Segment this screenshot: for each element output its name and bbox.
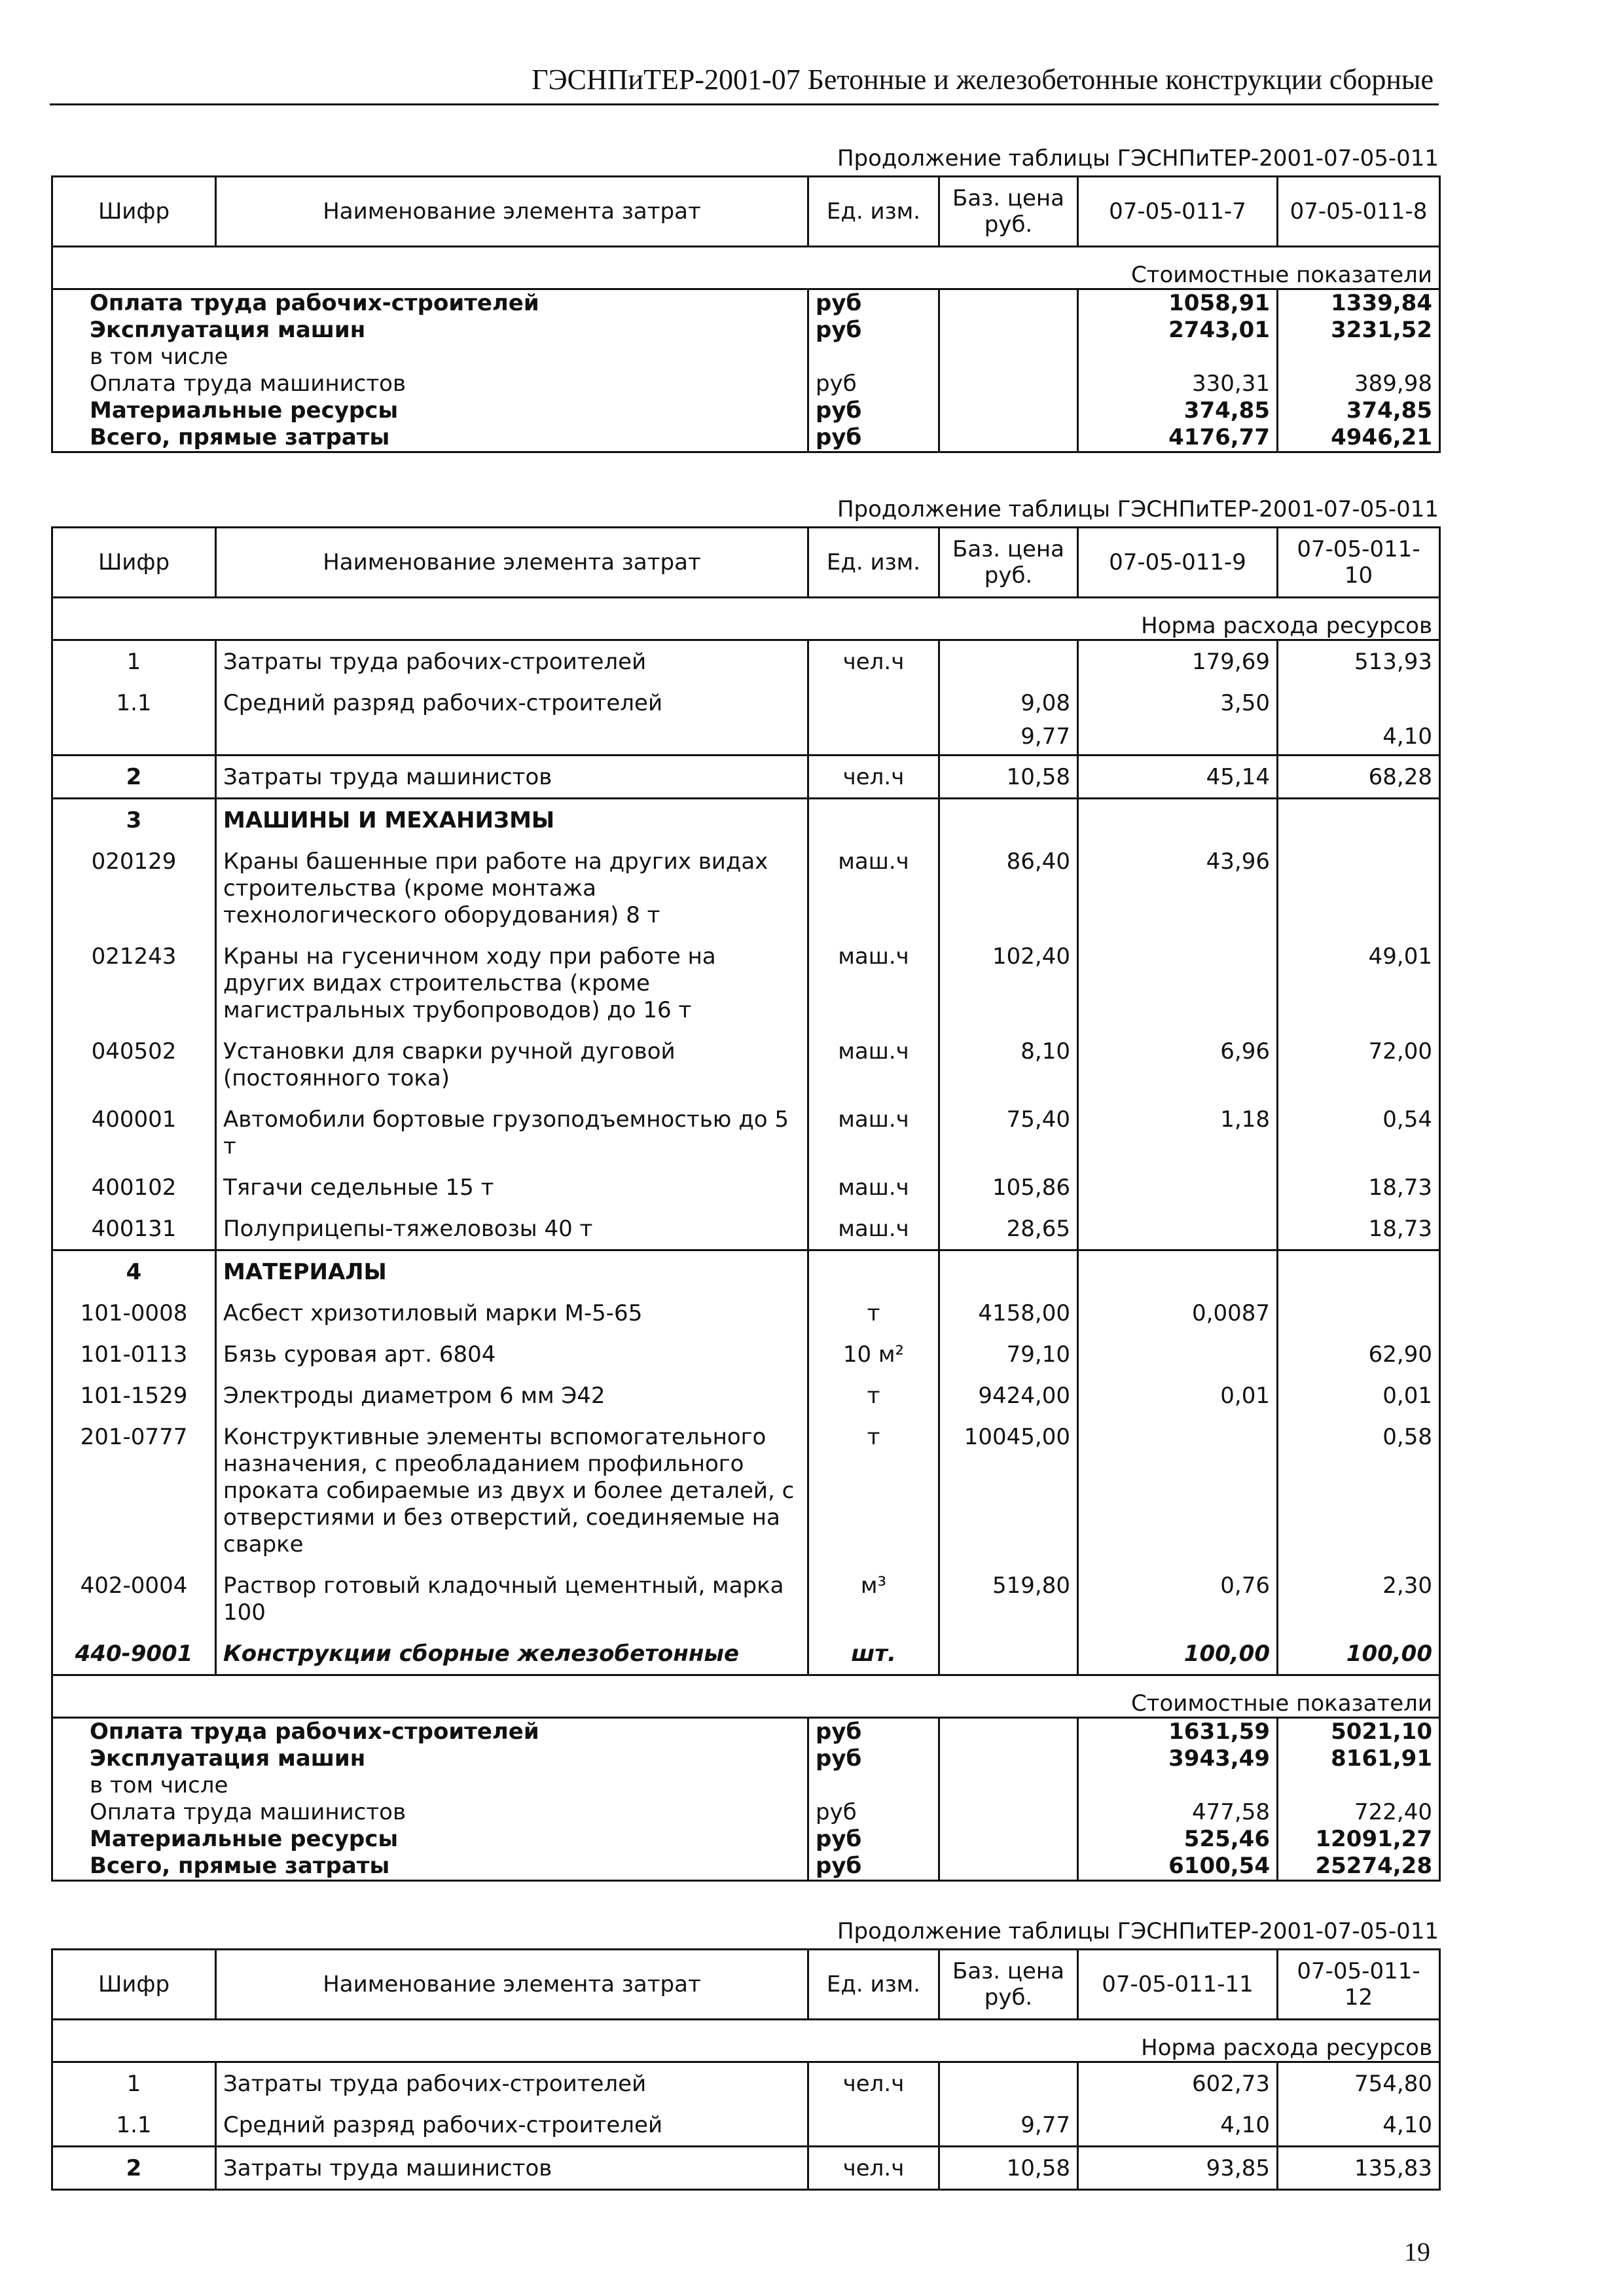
row-name: Конструкции сборные железобетонные [216, 1633, 808, 1675]
summary-row [52, 1772, 1440, 1799]
table-row [52, 1416, 1440, 1565]
summary-value-a: 1631,59 [1078, 1718, 1278, 1746]
col-header-code: Шифр [52, 528, 216, 598]
row-price: 10045,00 [939, 1416, 1078, 1565]
row-price: 75,40 [939, 1099, 1078, 1167]
table-header-row [52, 177, 1440, 247]
table-row [52, 2104, 1440, 2147]
row-name: Затраты труда рабочих-строителей [216, 2062, 808, 2105]
row-value-a: 100,00 [1078, 1633, 1278, 1675]
table-row [52, 1334, 1440, 1375]
summary-name: Оплата труда машинистов [52, 1799, 808, 1826]
summary-value-b: 8161,91 [1278, 1745, 1440, 1772]
table1-continuation-caption: Продолжение таблицы ГЭСНПиТЕР-2001-07-05-011 [837, 145, 1439, 172]
summary-row [52, 344, 1440, 371]
row-name: Асбест хризотиловый марки М-5-65 [216, 1292, 808, 1334]
section-title-resource-norms: Норма расхода ресурсов [52, 598, 1440, 640]
section-row [52, 247, 1440, 289]
summary-row-total [52, 1853, 1440, 1881]
table-row [52, 2147, 1440, 2190]
row-value-b: 49,01 [1278, 936, 1440, 1030]
row-name: Средний разряд рабочих-строителей [216, 2104, 808, 2147]
row-value-a: 43,96 [1078, 841, 1278, 936]
summary-row [52, 317, 1440, 344]
row-code: 1 [52, 2062, 216, 2105]
row-code: 2 [52, 756, 216, 799]
row-code: 101-0008 [52, 1292, 216, 1334]
row-unit: 10 м² [808, 1334, 939, 1375]
col-header-variant-b: 07-05-011-8 [1278, 177, 1440, 247]
table-row [52, 1099, 1440, 1167]
row-code: 400102 [52, 1167, 216, 1208]
summary-value-a: 1058,91 [1078, 289, 1278, 318]
summary-name: в том числе [52, 344, 808, 371]
row-code: 1.1 [52, 682, 216, 723]
section-row [52, 2020, 1440, 2062]
row-value-a: 179,69 [1078, 640, 1278, 683]
row-code: 021243 [52, 936, 216, 1030]
summary-name: Эксплуатация машин [52, 1745, 808, 1772]
table-row [52, 682, 1440, 723]
cost-table-3 [51, 1948, 1441, 2191]
row-value-b [1278, 682, 1440, 723]
row-name: Конструктивные элементы вспомогательного назначения, с преобладанием профильного проката собираемые из двух и более деталей, с отверстиями и без отверстий, соединяемые на сварке [216, 1416, 808, 1565]
row-unit [808, 2104, 939, 2147]
summary-value-a: 6100,54 [1078, 1853, 1278, 1881]
row-price: 10,58 [939, 2147, 1078, 2190]
row-price: 28,65 [939, 1208, 1078, 1250]
summary-row [52, 289, 1440, 318]
table-row [52, 936, 1440, 1030]
summary-name: Всего, прямые затраты [52, 424, 808, 452]
summary-value-b: 374,85 [1278, 397, 1440, 424]
col-header-price: Баз. цена руб. [939, 1950, 1078, 2020]
row-value-b: 100,00 [1278, 1633, 1440, 1675]
summary-value-a: 4176,77 [1078, 424, 1278, 452]
row-value-b: 72,00 [1278, 1030, 1440, 1099]
summary-name: в том числе [52, 1772, 808, 1799]
row-code: 440-9001 [52, 1633, 216, 1675]
summary-name: Эксплуатация машин [52, 317, 808, 344]
table2-continuation-caption: Продолжение таблицы ГЭСНПиТЕР-2001-07-05-011 [837, 496, 1439, 522]
summary-row-total [52, 424, 1440, 452]
row-unit: маш.ч [808, 1208, 939, 1250]
row-price: 4158,00 [939, 1292, 1078, 1334]
table-row [52, 723, 1440, 756]
row-name: Краны на гусеничном ходу при работе на других видах строительства (кроме магистральных трубопроводов) до 16 т [216, 936, 808, 1030]
summary-unit: руб [808, 1745, 939, 1772]
summary-value-a: 525,46 [1078, 1826, 1278, 1853]
row-value-a [1078, 1416, 1278, 1565]
row-unit: маш.ч [808, 1030, 939, 1099]
summary-unit: руб [808, 317, 939, 344]
summary-value-b: 3231,52 [1278, 317, 1440, 344]
table-row [52, 841, 1440, 936]
row-code: 040502 [52, 1030, 216, 1099]
row-code: 201-0777 [52, 1416, 216, 1565]
row-unit: маш.ч [808, 1167, 939, 1208]
col-header-code: Шифр [52, 1950, 216, 2020]
summary-name: Материальные ресурсы [52, 1826, 808, 1853]
row-name: Автомобили бортовые грузоподъемностью до 5 т [216, 1099, 808, 1167]
summary-value-b: 12091,27 [1278, 1826, 1440, 1853]
row-value-a: 1,18 [1078, 1099, 1278, 1167]
row-unit: т [808, 1375, 939, 1416]
row-unit [808, 682, 939, 723]
row-value-b: 135,83 [1278, 2147, 1440, 2190]
row-unit: чел.ч [808, 2062, 939, 2105]
row-name: Раствор готовый кладочный цементный, марка 100 [216, 1565, 808, 1633]
row-price: 102,40 [939, 936, 1078, 1030]
row-value-b: 513,93 [1278, 640, 1440, 683]
row-name: Краны башенные при работе на других видах строительства (кроме монтажа технологического оборудования) 8 т [216, 841, 808, 936]
table-row [52, 2062, 1440, 2105]
row-value-a: 93,85 [1078, 2147, 1278, 2190]
summary-row [52, 397, 1440, 424]
table-row [52, 640, 1440, 683]
summary-name: Оплата труда рабочих-строителей [52, 1718, 808, 1746]
row-code: 3 [52, 799, 216, 841]
row-code: 1.1 [52, 2104, 216, 2147]
row-value-b: 18,73 [1278, 1208, 1440, 1250]
summary-value-b: 25274,28 [1278, 1853, 1440, 1881]
row-code: 1 [52, 640, 216, 683]
summary-row [52, 371, 1440, 397]
row-value-b: 4,10 [1278, 723, 1440, 756]
row-price: 9424,00 [939, 1375, 1078, 1416]
row-value-b: 4,10 [1278, 2104, 1440, 2147]
col-header-name: Наименование элемента затрат [216, 528, 808, 598]
row-value-a [1078, 1167, 1278, 1208]
summary-unit: руб [808, 424, 939, 452]
table-row [52, 1565, 1440, 1633]
summary-row [52, 1799, 1440, 1826]
summary-unit: руб [808, 1853, 939, 1881]
row-unit: маш.ч [808, 1099, 939, 1167]
table-row [52, 1167, 1440, 1208]
summary-value-a: 330,31 [1078, 371, 1278, 397]
row-name: Электроды диаметром 6 мм Э42 [216, 1375, 808, 1416]
section-row [52, 598, 1440, 640]
row-value-b: 0,01 [1278, 1375, 1440, 1416]
section-row [52, 1675, 1440, 1718]
summary-value-b: 389,98 [1278, 371, 1440, 397]
summary-name: Оплата труда рабочих-строителей [52, 289, 808, 318]
col-header-variant-b: 07-05-011-12 [1278, 1950, 1440, 2020]
row-price [939, 640, 1078, 683]
row-value-a: 3,50 [1078, 682, 1278, 723]
row-price: 86,40 [939, 841, 1078, 936]
summary-unit: руб [808, 1718, 939, 1746]
row-name: Установки для сварки ручной дуговой (постоянного тока) [216, 1030, 808, 1099]
row-unit: шт. [808, 1633, 939, 1675]
row-unit: м³ [808, 1565, 939, 1633]
page-header-title: ГЭСНПиТЕР-2001-07 Бетонные и железобетонные конструкции сборные [532, 64, 1434, 96]
row-value-a: 0,76 [1078, 1565, 1278, 1633]
row-name: МАТЕРИАЛЫ [216, 1250, 808, 1293]
row-name: Затраты труда машинистов [216, 756, 808, 799]
col-header-variant-a: 07-05-011-7 [1078, 177, 1278, 247]
row-code: 101-1529 [52, 1375, 216, 1416]
row-name: Тягачи седельные 15 т [216, 1167, 808, 1208]
row-value-a: 0,01 [1078, 1375, 1278, 1416]
row-value-a [1078, 1208, 1278, 1250]
row-unit: маш.ч [808, 936, 939, 1030]
summary-value-a: 3943,49 [1078, 1745, 1278, 1772]
row-code: 400131 [52, 1208, 216, 1250]
table3-continuation-caption: Продолжение таблицы ГЭСНПиТЕР-2001-07-05-011 [837, 1918, 1439, 1944]
col-header-name: Наименование элемента затрат [216, 1950, 808, 2020]
row-code: 402-0004 [52, 1565, 216, 1633]
summary-unit: руб [808, 1799, 939, 1826]
section-title-cost-indicators: Стоимостные показатели [52, 1675, 1440, 1718]
row-code: 101-0113 [52, 1334, 216, 1375]
row-name: Средний разряд рабочих-строителей [216, 682, 808, 723]
page-header [50, 63, 1439, 105]
col-header-code: Шифр [52, 177, 216, 247]
row-price: 8,10 [939, 1030, 1078, 1099]
summary-unit: руб [808, 371, 939, 397]
table-row [52, 1208, 1440, 1250]
table-header-row [52, 1950, 1440, 2020]
table-row [52, 756, 1440, 799]
row-price: 9,77 [939, 723, 1078, 756]
row-value-a: 6,96 [1078, 1030, 1278, 1099]
table-row [52, 1633, 1440, 1675]
row-value-a [1078, 936, 1278, 1030]
row-price [939, 2062, 1078, 2105]
row-code: 020129 [52, 841, 216, 936]
cost-table-2 [51, 526, 1441, 1882]
col-header-unit: Ед. изм. [808, 1950, 939, 2020]
table-header-row [52, 528, 1440, 598]
col-header-price: Баз. цена руб. [939, 528, 1078, 598]
table-row [52, 1375, 1440, 1416]
table-row [52, 1030, 1440, 1099]
summary-value-a: 477,58 [1078, 1799, 1278, 1826]
cost-table-1 [51, 175, 1441, 453]
table-row [52, 1292, 1440, 1334]
summary-unit: руб [808, 289, 939, 318]
row-code: 400001 [52, 1099, 216, 1167]
row-name: Затраты труда рабочих-строителей [216, 640, 808, 683]
summary-name: Всего, прямые затраты [52, 1853, 808, 1881]
row-value-b: 18,73 [1278, 1167, 1440, 1208]
summary-row [52, 1826, 1440, 1853]
row-value-b: 68,28 [1278, 756, 1440, 799]
section-title-cost-indicators: Стоимостные показатели [52, 247, 1440, 289]
row-value-b [1278, 1292, 1440, 1334]
row-unit: т [808, 1292, 939, 1334]
summary-value-b: 722,40 [1278, 1799, 1440, 1826]
row-value-b: 62,90 [1278, 1334, 1440, 1375]
row-code: 4 [52, 1250, 216, 1293]
summary-unit: руб [808, 397, 939, 424]
group-heading-row [52, 1250, 1440, 1293]
row-value-b: 0,58 [1278, 1416, 1440, 1565]
col-header-variant-a: 07-05-011-9 [1078, 528, 1278, 598]
row-unit: чел.ч [808, 640, 939, 683]
summary-row [52, 1718, 1440, 1746]
row-name: Бязь суровая арт. 6804 [216, 1334, 808, 1375]
row-price: 519,80 [939, 1565, 1078, 1633]
col-header-unit: Ед. изм. [808, 528, 939, 598]
row-unit: чел.ч [808, 2147, 939, 2190]
row-price [939, 1633, 1078, 1675]
row-value-b: 754,80 [1278, 2062, 1440, 2105]
row-price: 10,58 [939, 756, 1078, 799]
row-price: 79,10 [939, 1334, 1078, 1375]
summary-value-b: 4946,21 [1278, 424, 1440, 452]
summary-value-a: 2743,01 [1078, 317, 1278, 344]
row-price: 9,77 [939, 2104, 1078, 2147]
summary-value-b: 1339,84 [1278, 289, 1440, 318]
summary-name: Материальные ресурсы [52, 397, 808, 424]
summary-unit: руб [808, 1826, 939, 1853]
summary-row [52, 1745, 1440, 1772]
summary-name: Оплата труда машинистов [52, 371, 808, 397]
row-value-a [1078, 1334, 1278, 1375]
col-header-variant-b: 07-05-011-10 [1278, 528, 1440, 598]
row-value-a: 602,73 [1078, 2062, 1278, 2105]
row-value-a: 0,0087 [1078, 1292, 1278, 1334]
row-value-b [1278, 841, 1440, 936]
page-number: 19 [1404, 2237, 1430, 2267]
row-unit: маш.ч [808, 841, 939, 936]
row-name: Полуприцепы-тяжеловозы 40 т [216, 1208, 808, 1250]
col-header-unit: Ед. изм. [808, 177, 939, 247]
row-code: 2 [52, 2147, 216, 2190]
row-name: МАШИНЫ И МЕХАНИЗМЫ [216, 799, 808, 841]
summary-value-b: 5021,10 [1278, 1718, 1440, 1746]
row-value-a: 4,10 [1078, 2104, 1278, 2147]
col-header-name: Наименование элемента затрат [216, 177, 808, 247]
col-header-variant-a: 07-05-011-11 [1078, 1950, 1278, 2020]
section-title-resource-norms: Норма расхода ресурсов [52, 2020, 1440, 2062]
row-value-b: 0,54 [1278, 1099, 1440, 1167]
row-value-b: 2,30 [1278, 1565, 1440, 1633]
row-price: 9,08 [939, 682, 1078, 723]
summary-value-a: 374,85 [1078, 397, 1278, 424]
row-unit: т [808, 1416, 939, 1565]
row-price: 105,86 [939, 1167, 1078, 1208]
group-heading-row [52, 799, 1440, 841]
row-name: Затраты труда машинистов [216, 2147, 808, 2190]
row-unit: чел.ч [808, 756, 939, 799]
row-value-a: 45,14 [1078, 756, 1278, 799]
col-header-price: Баз. цена руб. [939, 177, 1078, 247]
